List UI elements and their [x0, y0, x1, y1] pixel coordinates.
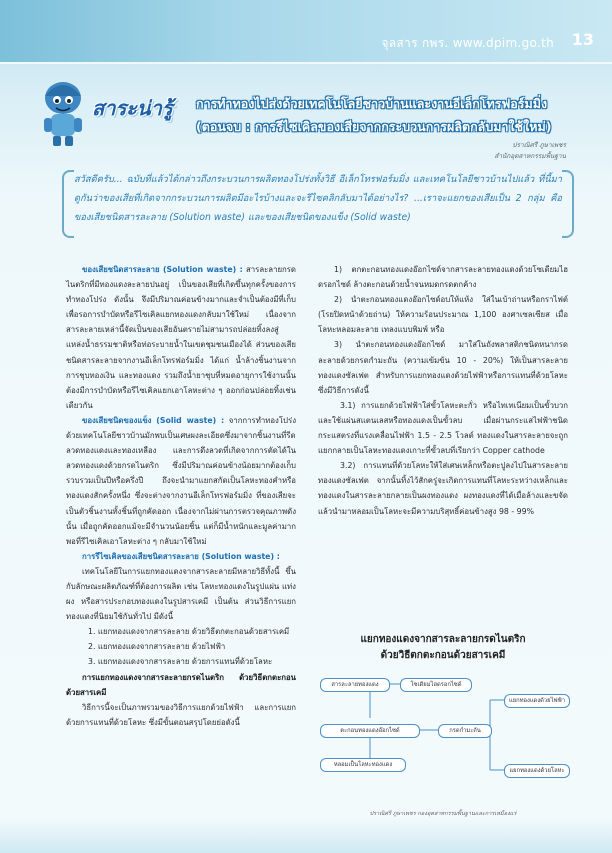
box-solution: สารละลายทองแดง — [320, 678, 390, 692]
intro-box — [74, 170, 562, 236]
header-divider — [0, 62, 612, 64]
box-melt: หลอมเป็นโลหะทองแดง — [320, 758, 406, 772]
intro-bracket-right — [562, 170, 574, 238]
box-metal: แยกทองแดงด้วยโลหะ — [504, 764, 570, 778]
article-title: การทำทองไปส่งด้วยเทคโนโลยีชาวบ้านและงานอีเล็กโทรฟอร์มมิ่ง — [196, 96, 548, 111]
sub-step-item: 3.1) การแยกด้วยไฟฟ้าใส่ขั้วโลหะตะกั่ว หรือไทเทเนียมเป็นขั้วบวก และใช้แผ่นสแตนเลสหรือทองแดงเป็นขั้วลบ เมื่อผ่านกระแสไฟฟ้าชนิดกระแสตรงที่แรงเคลื่อนไฟฟ้า 1.5 - 2.5 โวลต์ ทองแดงในสารละลายจะถูกแยกกลายเป็นโลหะทองแดงเกาะที่ขั้วลบที่เรียกว่า Copper cathode — [318, 400, 568, 456]
author-name: ปราณิศรี ภูษาเพชร — [512, 141, 566, 149]
mascot-icon — [36, 78, 90, 148]
list-item: 1. แยกทองแดงจากสารละลาย ด้วยวิธีตกตะกอนด้วยสารเคมี — [88, 627, 290, 637]
bottom-decoration — [0, 817, 612, 853]
box-precipitate: ตะกอนทองแดงอ๊อกไซด์ — [320, 724, 420, 738]
recycle-heading: การรีไซเคิลของเสียชนิดสารละลาย (Solution waste) : — [82, 551, 280, 561]
box-electro: แยกทองแดงด้วยไฟฟ้า — [504, 694, 570, 708]
author-affiliation: สำนักอุตสาหกรรมพื้นฐาน — [494, 152, 566, 160]
left-column — [66, 262, 296, 730]
paragraph-body: วิธีการนี้จะเป็นภาพรวมของวิธีการแยกด้วยไฟฟ้า และการแยกด้วยการแทนที่ด้วยโลหะ ซึ่งมีขั้นตอนสรุปโดยย่อดังนี้ — [66, 702, 296, 727]
diagram-caption: ปราณิศรี ภูษาเพชร กองอุตสาหกรรมพื้นฐานและการเหมืองแร่ — [369, 811, 517, 817]
paragraph-body: เทคโนโลยีในการแยกทองแดงจากสารละลายมีหลายวิธีทั้งนี้ ขึ้นกับลักษณะผลิตภัณฑ์ที่ต้องการผลิต เช่น โลหะทองแดงในรูปแผ่น แท่ง ผง หรือสารประกอบทองแดงในรูปสารเคมี เป็นต้น ส่วนวิธีการแยกทองแดงที่นิยมใช้กันทั่วไป มีดังนี้ — [66, 566, 296, 622]
step-item: 2) นำตะกอนทองแดงอ๊อกไซด์อบให้แห้ง ใส่ในเบ้าถ่านหรือกราไฟต์ (โรยปิดหน้าด้วยถ่าน) ให้ความร้อนประมาณ 1,100 องศาเซลเซียส เมื่อโลหะหลอมละลาย เทลงแบบพิมพ์ หรือ — [318, 295, 568, 335]
intro-text: สวัสดีครับ... ฉบับที่แล้วได้กล่าวถึงกระบวนการผลิตทองโปร่งทั้งวิธี อีเล็กโทรฟอร์มมิ่ง และเทคโนโลยีชาวบ้านไปแล้ว ที่นี้มาดูกันว่าของเสียที่เกิดจากกระบวนการผลิตมีอะไรบ้างและจะรีไซคลิกลับมาได้อย่างไร? ...เราจะแยกของเสียเป็น 2 กลุ่ม คือ ของเสียชนิดสารละลาย (Solution waste) และของเสียชนิดของแข็ง (Solid waste) — [74, 174, 562, 223]
page-number: 13 — [571, 30, 594, 49]
intro-bracket-left — [62, 170, 74, 238]
list-item: 3. แยกทองแดงจากสารละลาย ด้วยการแทนที่ด้วยโลหะ — [88, 657, 273, 667]
diagram-title-line1: แยกทองแดงจากสารละลายกรดไนตริก — [360, 634, 526, 645]
paragraph — [66, 413, 296, 549]
right-column — [318, 262, 568, 519]
article-subtitle: (ตอนจบ : การรีไซเคิลของเสียจากกระบวนการผลิตกลับมาใช้ใหม่) — [196, 119, 552, 134]
paragraph — [66, 262, 296, 413]
box-naoh: โซเดียมไฮดรอกไซด์ — [400, 678, 472, 692]
author-block — [494, 140, 566, 162]
diagram-title-line2: ด้วยวิธีตกตะกอนด้วยสารเคมี — [380, 650, 506, 661]
step-item: 3) นำตะกอนทองแดงอ๊อกไซด์ มาใส่ในถังพลาสติกชนิดหนากรด ละลายด้วยกรดกำมะถัน (ความเข้มข้น 10 - 20%) ให้เป็นสารละลายทองแดงซัลเฟต สำหรับการแยกทองแดงด้วยไฟฟ้าหรือการแทนที่ด้วยโลหะ ซึ่งมีวิธีการดังนี้ — [318, 340, 568, 395]
section-logo: สาระน่ารู้ — [92, 96, 173, 120]
diagram-title — [318, 632, 568, 664]
paragraph-body: จากการทำทองโปร่งด้วยเทคโนโลยีชาวบ้านมักพบเป็นเศษผงละเอียดซึ่งมาจากชิ้นงานที่รีดลวดทองแดงและทองเหลือง และการดึงลวดที่เกิดจากการตัดได้ในลวดทองแดงด้วยกรดไนตริก ซึ่งมีปริมาณค่อนข้างน้อยมากต้องเก็บรวบรวมเป็นปีหรือครึ่งปี ถึงจะนำมาแยกสกัดเป็นโลหะทองคำหรือทองแดงสักครั้งหนึ่ง ซึ่งจะต่างจากงานอีเล็กโทรฟอร์มมิ่ง ที่ของเสียจะเป็นตัวชิ้นงานทั้งชิ้นที่ถูกคัดออก เนื่องจากไม่ผ่านการตรวจคุณภาพดังนั้น เมื่อถูกคัดออกแม้จะมีจำนวนน้อยชิ้น แต่ก็มีน้ำหนักและมูลค่ามากพอที่รีไซเคิลเอาโลหะต่าง ๆ กลับมาใช้ใหม่ — [66, 415, 296, 546]
sub-step-item: 3.2) การแทนที่ด้วยโลหะให้ใส่เศษเหล็กหรือตะปูลงไปในสารละลายทองแดงซัลเฟต จากนั้นทิ้งไว้สักครู่จะเกิดการแทนที่โลหะระหว่างเหล็กและทองแดงในสารละลายกลายเป็นผงทองแดง ผงทองแดงที่ได้เมื่อล้างและขจัดแล้วนำมาหลอมเป็นโลหะจะมีความบริสุทธิ์ค่อนข้างสูง 98 - 99% — [318, 461, 568, 516]
paragraph-heading — [66, 549, 296, 564]
method-heading: การแยกทองแดงจากสารละลายกรดไนตริก ด้วยวิธีตกตะกอนด้วยสารเคมี — [66, 672, 296, 697]
magazine-header: จุลสาร กพร. www.dpim.go.th — [381, 36, 554, 50]
paragraph-body: สารละลายกรดไนตริกที่มีทองแดงละลายปนอยู่ เป็นของเสียที่เกิดขึ้นทุกครั้งของการทำทองโปร่ง ดังนั้น จึงมีปริมาณค่อนข้างมากและจำเป็นต้องมีที่เก็บเพื่อรอการบำบัดหรือรีไซเคิลแยกทองแดงกลับมาใช้ใหม่ เนื่องจากสารละลายเหล่านี้จัดเป็นของเสียอันตรายไม่สามารถปล่อยทิ้งลงสู่แหล่งน้ำธรรมชาติหรือท่อระบายน้ำในเขตชุมชนเมืองได้ ส่วนของเสียชนิดสารละลายจากงานอีเล็กโทรฟอร์มมิ่ง ได้แก่ น้ำล้างชิ้นงานจากการชุบทองเงิน และทองแดง รวมถึงน้ำยาชุบที่หมดอายุการใช้งานนั้น ต้องมีการบำบัดหรือรีไซเคิลแยกเอาโลหะต่าง ๆ ออกก่อนปล่อยทิ้งเช่นเดียวกัน — [66, 265, 296, 410]
paragraph-heading: ของเสียชนิดของแข็ง (Solid waste) : — [82, 415, 225, 425]
list-item: 2. แยกทองแดงจากสารละลาย ด้วยไฟฟ้า — [88, 642, 226, 652]
step-item: 1) ตกตะกอนทองแดงอ๊อกไซด์จากสารละลายทองแดงด้วยโซเดียมไฮดรอกไซด์ ล้างตะกอนด้วยน้ำจนหมดกรดตกค้าง — [318, 265, 568, 290]
flow-diagram — [314, 678, 572, 804]
paragraph-heading — [66, 670, 296, 700]
paragraph-heading: ของเสียชนิดสารละลาย (Solution waste) : — [82, 265, 243, 274]
box-acid: กรดกำมะถัน — [438, 724, 492, 738]
